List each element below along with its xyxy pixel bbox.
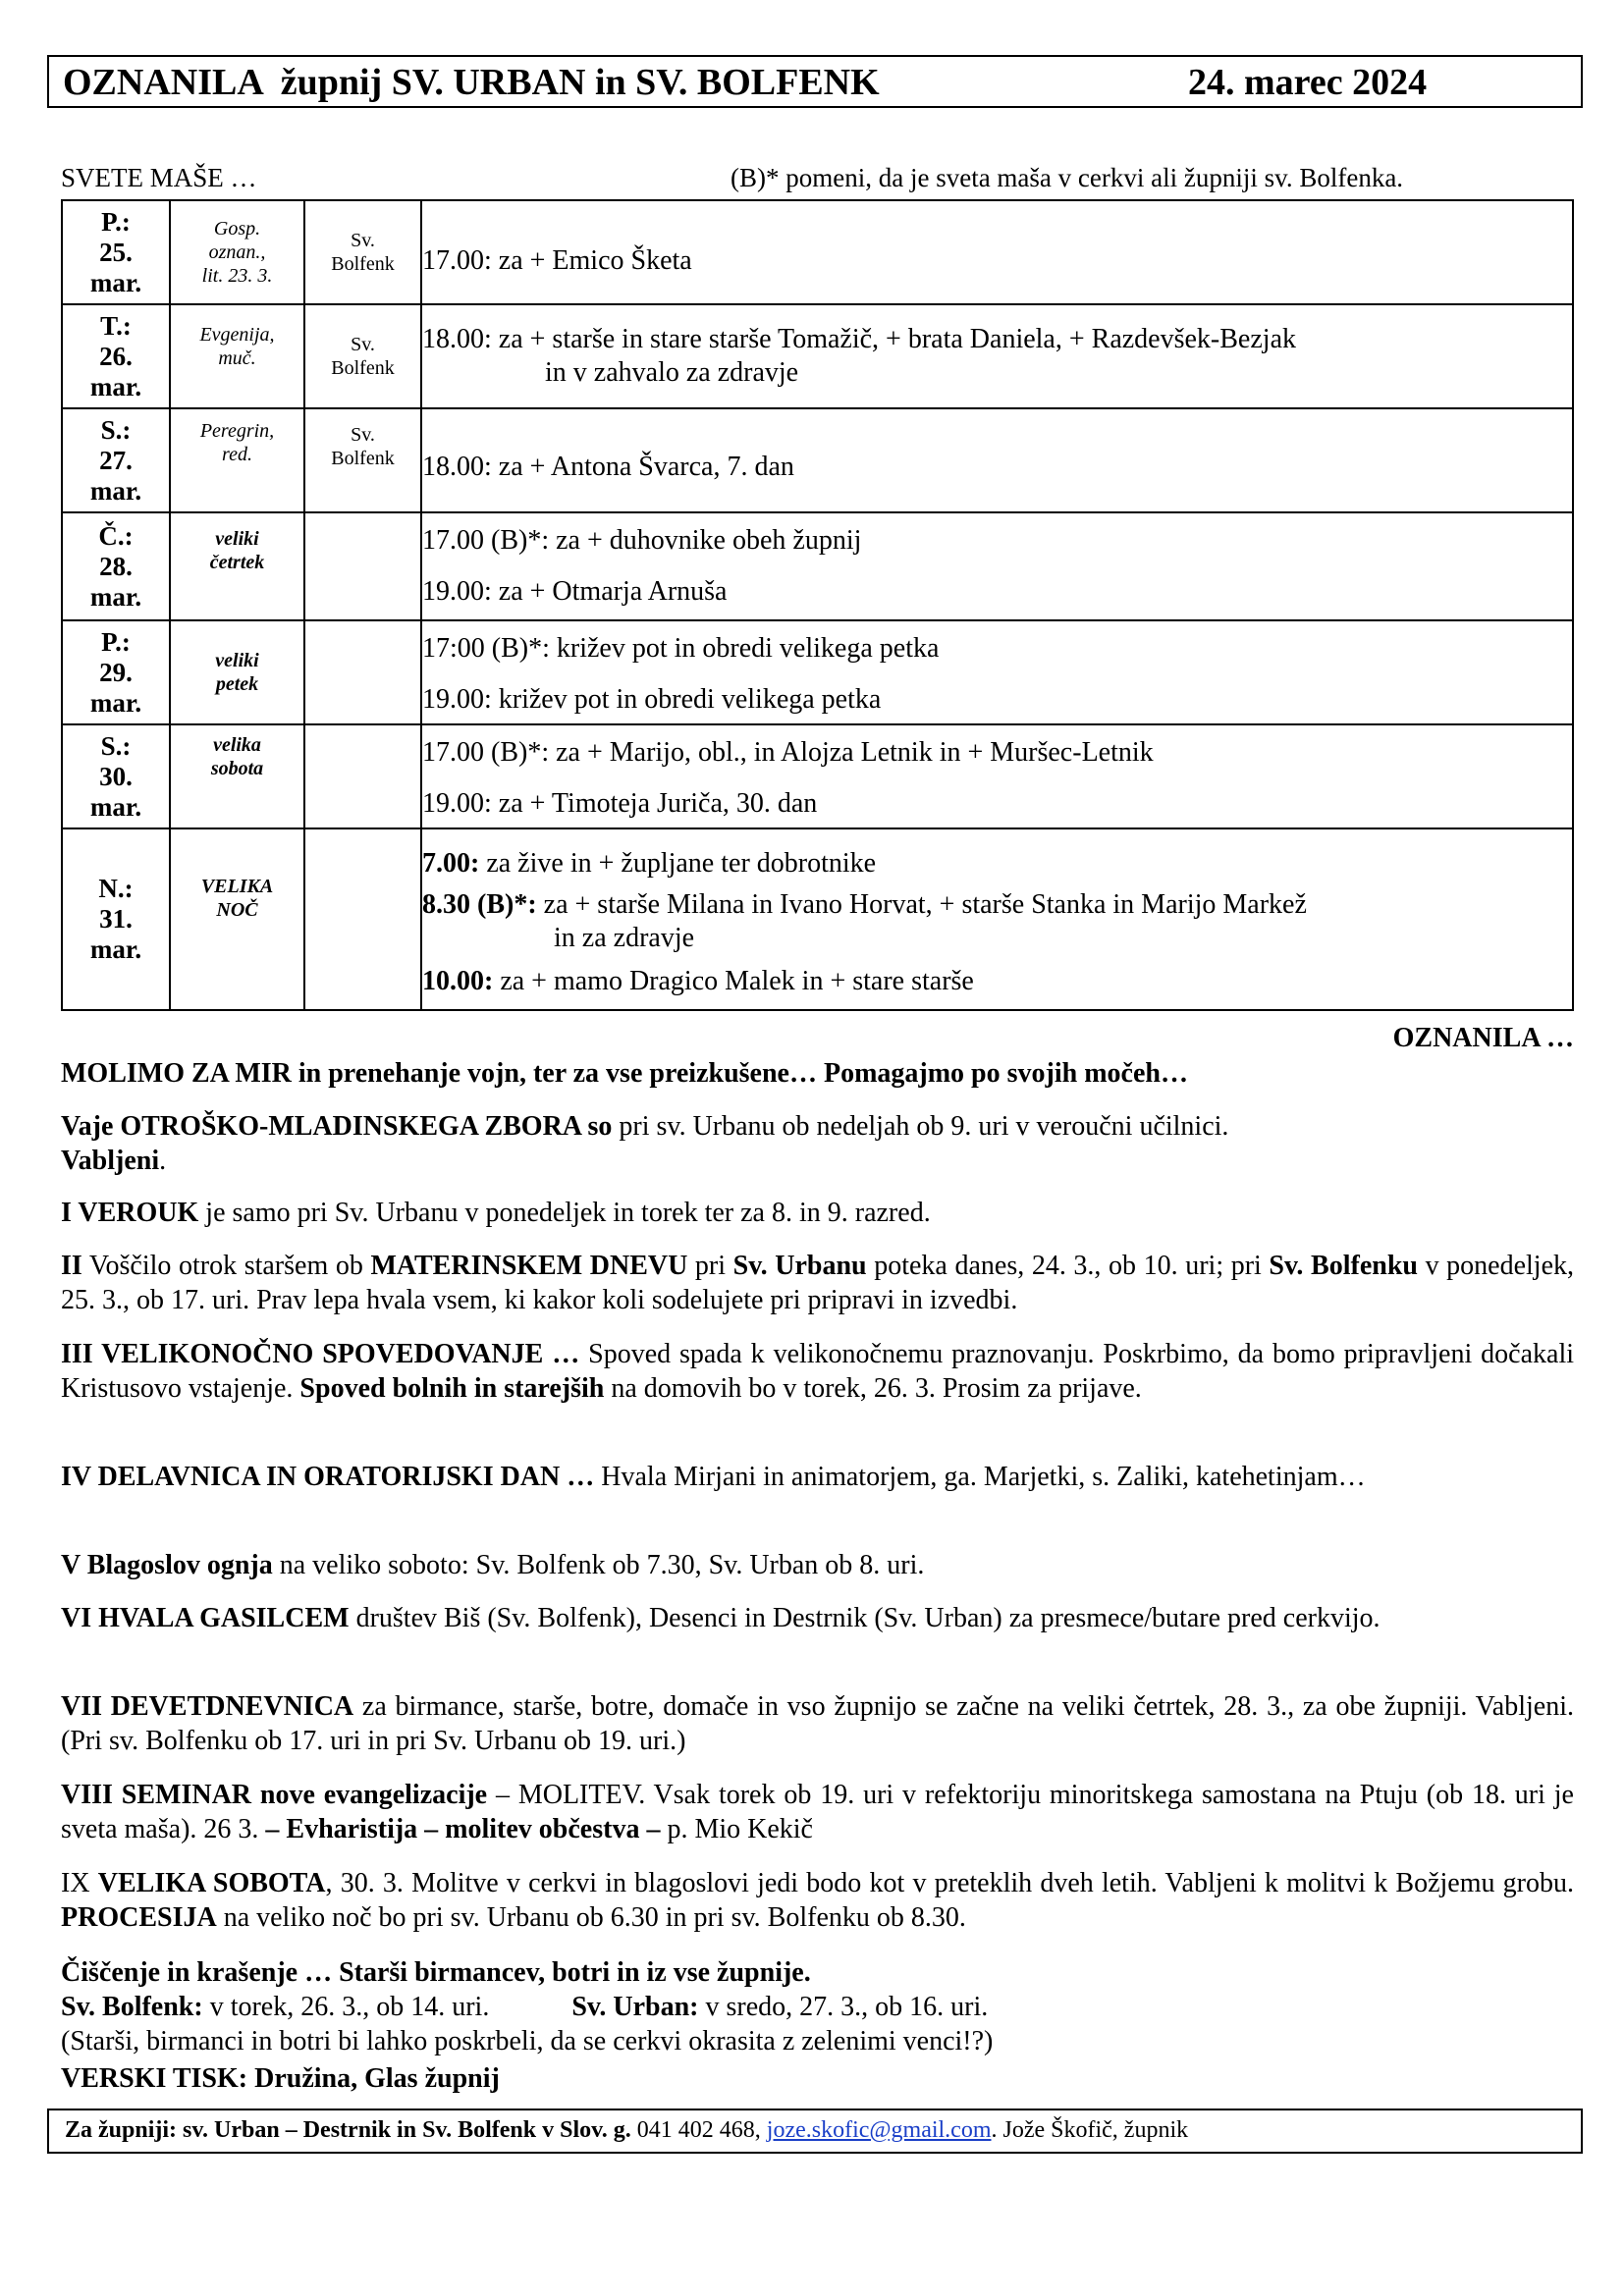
masses-cell: 17.00 (B)*: za + Marijo, obl., in Alojza Letnik in + Muršec-Letnik 19.00: za + Timoteja Juriča, 30. dan: [421, 724, 1573, 828]
footer-label: Za župniji: sv. Urban – Destrnik in Sv. Bolfenk v Slov. g.: [65, 2117, 631, 2143]
table-row: [62, 408, 1573, 512]
announcement-devetdnevnica: VII DEVETDNEVNICA za birmance, starše, botre, domače in vso župnijo se začne na veliki četrtek, 28. 3., za obe župniji. Vabljeni. (Pri sv. Bolfenku ob 17. uri in pri Sv. Urbanu ob 19. uri.): [61, 1691, 1574, 1756]
table-row: [62, 200, 1573, 304]
mass-schedule-table: [61, 199, 1574, 1011]
announcement-delavnica: IV DELAVNICA IN ORATORIJSKI DAN … Hvala Mirjani in animatorjem, ga. Marjetki, s. Zaliki, katehetinjam…: [61, 1462, 1366, 1492]
announcement-ciscenje: Čiščenje in krašenje … Starši birmancev, botri in iz vse župnije. Sv. Bolfenk: v torek, 26. 3., ob 14. uri. Sv. Urban: v sredo, 27. 3., ob 16. uri. (Starši, birmanci in botri bi lahko poskrbeli, da se cerkvi okrasita z zelenimi venci!?): [61, 1957, 994, 2056]
masses-cell: 17.00 (B)*: za + duhovnike obeh župnij 19.00: za + Otmarja Arnuša: [421, 512, 1573, 620]
feast-cell: veliki petek: [170, 620, 304, 724]
masses-cell: 18.00: za + starše in stare starše Tomažič, + brata Daniela, + Razdevšek-Bezjak in v zahvalo za zdravje: [421, 304, 1573, 408]
announcement-velika-sobota: IX VELIKA SOBOTA, 30. 3. Molitve v cerkvi in blagoslovi jedi bodo kot v preteklih dveh letih. Vabljeni k molitvi k Božjemu grobu. PROCESIJA na veliko noč bo pri sv. Urbanu ob 6.30 in pri sv. Bolfenku ob 8.30.: [61, 1868, 1575, 1933]
table-row: [62, 512, 1573, 620]
masses-cell: 17.00: za + Emico Šketa: [421, 200, 1573, 304]
page-title: OZNANILA župnij SV. URBAN in SV. BOLFENK: [63, 62, 880, 103]
feast-cell: Evgenija, muč.: [170, 304, 304, 408]
church-cell: Sv. Bolfenk: [304, 408, 421, 512]
day-cell: Č.: 28. mar.: [62, 512, 170, 620]
church-cell: [304, 724, 421, 828]
day-cell: T.: 26. mar.: [62, 304, 170, 408]
footer-phone: 041 402 468,: [636, 2117, 761, 2143]
announcement-materinski-dan: II Voščilo otrok staršem ob MATERINSKEM DNEVU pri Sv. Urbanu poteka danes, 24. 3., ob 10. uri; pri Sv. Bolfenku v ponedeljek, 25. 3., ob 17. uri. Prav lepa hvala vsem, ki kakor koli sodelujete pri pripravi in izvedbi.: [61, 1251, 1575, 1315]
page-header: [47, 55, 1583, 108]
day-cell: P.: 29. mar.: [62, 620, 170, 724]
masses-cell: 7.00: za žive in + župljane ter dobrotnike 8.30 (B)*: za + starše Milana in Ivano Horvat, + starše Stanka in Marijo Markež in za zdravje 10.00: za + mamo Dragico Malek in + stare starše: [421, 828, 1573, 1010]
church-cell: Sv. Bolfenk: [304, 200, 421, 304]
masses-cell: 18.00: za + Antona Švarca, 7. dan: [421, 408, 1573, 512]
announcement-spovedovanje: III VELIKONOČNO SPOVEDOVANJE … Spoved spada k velikonočnemu praznovanju. Poskrbimo, da bomo pripravljeni dočakali Kristusovo vstajenje. Spoved bolnih in starejših na domovih bo v torek, 26. 3. Prosim za prijave.: [61, 1339, 1575, 1404]
feast-cell: Peregrin, red.: [170, 408, 304, 512]
footer-signature: . Jože Škofič, župnik: [991, 2117, 1189, 2143]
announcement-blagoslov-ognja: V Blagoslov ognja na veliko soboto: Sv. Bolfenk ob 7.30, Sv. Urban ob 8. uri.: [61, 1550, 925, 1580]
feast-cell: veliki četrtek: [170, 512, 304, 620]
table-row: [62, 828, 1573, 1010]
day-cell: P.: 25. mar.: [62, 200, 170, 304]
masses-label: SVETE MAŠE …: [61, 163, 257, 192]
day-cell: S.: 30. mar.: [62, 724, 170, 828]
page-date: 24. marec 2024: [1188, 62, 1428, 103]
masses-legend: (B)* pomeni, da je sveta maša v cerkvi ali župniji sv. Bolfenka.: [731, 163, 1404, 192]
day-cell: S.: 27. mar.: [62, 408, 170, 512]
announcement-zbor: Vaje OTROŠKO-MLADINSKEGA ZBORA so pri sv. Urbanu ob nedeljah ob 9. uri v veroučni učilnici. Vabljeni.: [61, 1111, 1229, 1176]
footer-email-link[interactable]: joze.skofic@gmail.com: [766, 2117, 992, 2143]
masses-cell: 17:00 (B)*: križev pot in obredi velikega petka 19.00: križev pot in obredi velikega petka: [421, 620, 1573, 724]
announcement-verski-tisk: VERSKI TISK: Družina, Glas župnij: [61, 2063, 500, 2094]
table-row: [62, 724, 1573, 828]
table-row: [62, 620, 1573, 724]
announcement-verouk: I VEROUK je samo pri Sv. Urbanu v ponedeljek in torek ter za 8. in 9. razred.: [61, 1198, 931, 1228]
church-cell: [304, 828, 421, 1010]
church-cell: [304, 620, 421, 724]
feast-cell: Gosp. oznan., lit. 23. 3.: [170, 200, 304, 304]
announcement-mir: MOLIMO ZA MIR in prenehanje vojn, ter za vse preizkušene… Pomagajmo po svojih močeh…: [61, 1058, 1188, 1089]
announcement-gasilci: VI HVALA GASILCEM društev Biš (Sv. Bolfenk), Desenci in Destrnik (Sv. Urban) za presmece/butare pred cerkvijo.: [61, 1603, 1380, 1633]
footer: [47, 2109, 1583, 2154]
day-cell: N.: 31. mar.: [62, 828, 170, 1010]
feast-cell: velika sobota: [170, 724, 304, 828]
church-cell: [304, 512, 421, 620]
church-cell: Sv. Bolfenk: [304, 304, 421, 408]
announcements-heading: OZNANILA …: [1392, 1023, 1574, 1053]
announcement-seminar: VIII SEMINAR nove evangelizacije – MOLITEV. Vsak torek ob 19. uri v refektoriju minoritskega samostana na Ptuju (ob 18. uri je sveta maša). 26 3. – Evharistija – molitev občestva – p. Mio Kekič: [61, 1780, 1574, 1844]
feast-cell: VELIKA NOČ: [170, 828, 304, 1010]
table-row: [62, 304, 1573, 408]
